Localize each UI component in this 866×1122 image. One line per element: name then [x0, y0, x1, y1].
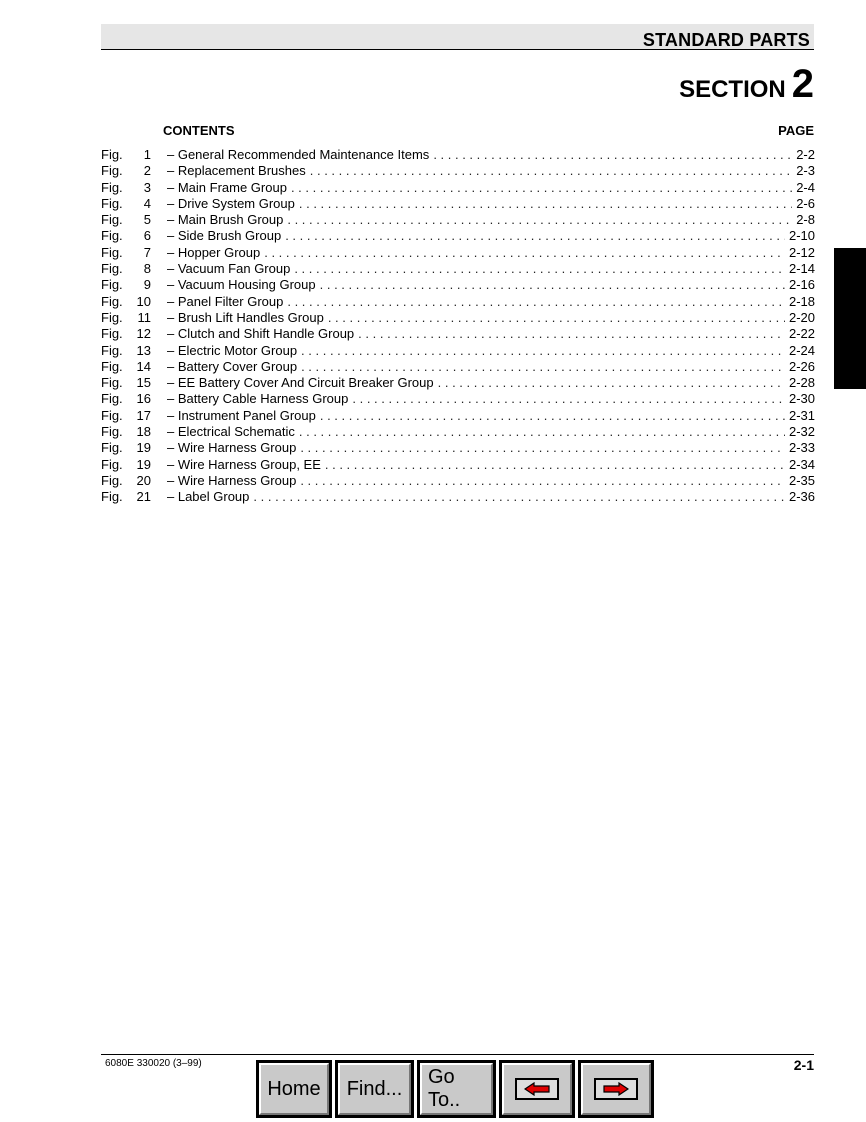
toc-entry[interactable] [101, 473, 815, 489]
goto-button[interactable] [417, 1060, 496, 1118]
toc-fig-word: Fig. [101, 244, 123, 260]
toc-fig-label [101, 343, 161, 359]
toc-fig-label [101, 473, 161, 489]
toc-entry-page: 2-35 [788, 472, 815, 488]
toc-leader-dots [438, 375, 785, 391]
toc-fig-word: Fig. [101, 212, 123, 228]
footer-document-id: 6080E 330020 (3–99) [105, 1058, 202, 1069]
toc-fig-word: Fig. [101, 358, 123, 374]
toc-fig-word: Fig. [101, 472, 123, 488]
toc-fig-label [101, 196, 161, 212]
toc-entry-title: – Main Brush Group [167, 212, 284, 228]
toc-fig-label [101, 261, 161, 277]
section-number: 2 [791, 62, 814, 106]
toc-fig-word: Fig. [101, 293, 123, 309]
toc-fig-word: Fig. [101, 391, 123, 407]
toc-fig-number: 20 [136, 472, 151, 488]
toc-entry[interactable] [101, 180, 815, 196]
toc-entry[interactable] [101, 228, 815, 244]
toc-entry-page: 2-16 [788, 277, 815, 293]
toc-fig-number: 15 [136, 375, 151, 391]
toc-entry[interactable] [101, 196, 815, 212]
toc-fig-number: 14 [136, 358, 151, 374]
toc-entry-page: 2-32 [788, 424, 815, 440]
toc-fig-word: Fig. [101, 342, 123, 358]
toc-fig-label [101, 147, 161, 163]
toc-entry-title: – Main Frame Group [167, 179, 287, 195]
navigation-bar [256, 1060, 657, 1118]
contents-label: CONTENTS [163, 123, 235, 138]
toc-leader-dots [299, 424, 785, 440]
toc-entry-title: – Battery Cover Group [167, 358, 298, 374]
footer-page-number: 2-1 [793, 1057, 814, 1073]
previous-page-button[interactable] [499, 1060, 575, 1118]
toc-fig-word: Fig. [101, 261, 123, 277]
toc-entry-page: 2-36 [788, 489, 815, 505]
toc-entry-page: 2-22 [788, 326, 815, 342]
toc-fig-number: 4 [143, 195, 151, 211]
toc-leader-dots [352, 391, 785, 407]
section-tab-marker [834, 248, 866, 389]
toc-leader-dots [358, 326, 785, 342]
toc-entry[interactable] [101, 294, 815, 310]
toc-leader-dots [328, 310, 785, 326]
toc-entry-title: – Wire Harness Group [167, 440, 297, 456]
toc-entry-page: 2-8 [796, 212, 815, 228]
toc-entry-title: – Wire Harness Group, EE [167, 456, 321, 472]
toc-entry[interactable] [101, 408, 815, 424]
home-button-label: Home [267, 1077, 321, 1100]
toc-fig-label [101, 163, 161, 179]
toc-fig-label [101, 228, 161, 244]
toc-entry-title: – Wire Harness Group [167, 472, 297, 488]
toc-entry-title: – Panel Filter Group [167, 293, 284, 309]
toc-entry-page: 2-18 [788, 293, 815, 309]
toc-fig-number: 11 [137, 309, 151, 325]
toc-fig-label [101, 391, 161, 407]
toc-fig-label [101, 245, 161, 261]
toc-leader-dots [291, 180, 792, 196]
toc-fig-label [101, 310, 161, 326]
toc-entry[interactable] [101, 440, 815, 456]
find-button-label: Find... [346, 1077, 403, 1100]
toc-entry-title: – Drive System Group [167, 195, 295, 211]
toc-leader-dots [301, 343, 785, 359]
toc-fig-label [101, 326, 161, 342]
toc-entry-page: 2-30 [788, 391, 815, 407]
toc-fig-number: 8 [143, 261, 151, 277]
toc-entry-page: 2-28 [788, 375, 815, 391]
toc-entry-title: – Label Group [167, 489, 250, 505]
toc-entry-page: 2-6 [796, 195, 815, 211]
toc-entry-page: 2-14 [788, 261, 815, 277]
toc-fig-word: Fig. [101, 456, 123, 472]
table-of-contents [101, 147, 815, 506]
toc-fig-label [101, 294, 161, 310]
toc-entry[interactable] [101, 212, 815, 228]
toc-fig-word: Fig. [101, 195, 123, 211]
toc-entry-page: 2-12 [788, 244, 815, 260]
toc-entry[interactable] [101, 245, 815, 261]
toc-fig-number: 19 [136, 440, 151, 456]
toc-fig-word: Fig. [101, 147, 123, 162]
toc-entry-title: – Replacement Brushes [167, 163, 306, 179]
toc-leader-dots [300, 440, 785, 456]
home-button[interactable] [256, 1060, 332, 1118]
toc-leader-dots [264, 245, 785, 261]
toc-entry[interactable] [101, 310, 815, 326]
toc-fig-word: Fig. [101, 163, 123, 179]
toc-leader-dots [325, 457, 785, 473]
toc-entry-title: – Vacuum Fan Group [167, 261, 291, 277]
toc-entry[interactable] [101, 343, 815, 359]
toc-fig-number: 7 [143, 244, 151, 260]
toc-leader-dots [320, 408, 785, 424]
toc-leader-dots [287, 212, 792, 228]
toc-fig-label [101, 180, 161, 196]
toc-fig-number: 21 [136, 489, 151, 505]
toc-entry[interactable] [101, 489, 815, 505]
toc-fig-label [101, 440, 161, 456]
toc-fig-label [101, 424, 161, 440]
toc-entry-page: 2-31 [788, 407, 815, 423]
toc-fig-word: Fig. [101, 424, 123, 440]
toc-leader-dots [299, 196, 792, 212]
toc-fig-number: 18 [136, 424, 151, 440]
toc-entry-page: 2-10 [788, 228, 815, 244]
toc-leader-dots [301, 359, 785, 375]
header-title: STANDARD PARTS [642, 30, 810, 50]
toc-fig-number: 6 [143, 228, 151, 244]
toc-entry[interactable] [101, 326, 815, 342]
toc-entry-title: – Side Brush Group [167, 228, 282, 244]
toc-fig-number: 19 [136, 456, 151, 472]
page-label: PAGE [778, 123, 814, 138]
toc-entry-title: – Clutch and Shift Handle Group [167, 326, 355, 342]
toc-fig-word: Fig. [101, 277, 123, 293]
toc-fig-word: Fig. [101, 309, 123, 325]
toc-fig-number: 17 [136, 407, 151, 423]
toc-leader-dots [433, 147, 792, 163]
toc-entry[interactable] [101, 147, 815, 163]
toc-fig-number: 1 [143, 147, 151, 162]
toc-entry[interactable] [101, 375, 815, 391]
toc-entry-page: 2-3 [796, 163, 815, 179]
toc-leader-dots [253, 489, 785, 505]
toc-leader-dots [310, 163, 792, 179]
toc-entry-title: – Electric Motor Group [167, 342, 298, 358]
toc-entry-page: 2-20 [788, 309, 815, 325]
toc-entry-page: 2-26 [788, 358, 815, 374]
toc-entry[interactable] [101, 163, 815, 179]
toc-leader-dots [294, 261, 785, 277]
toc-entry-title: – Vacuum Housing Group [167, 277, 316, 293]
toc-entry[interactable] [101, 424, 815, 440]
toc-fig-label [101, 489, 161, 505]
next-page-button[interactable] [578, 1060, 654, 1118]
toc-entry[interactable] [101, 391, 815, 407]
toc-fig-word: Fig. [101, 489, 123, 505]
toc-fig-word: Fig. [101, 440, 123, 456]
toc-fig-label [101, 359, 161, 375]
find-button[interactable] [335, 1060, 414, 1118]
toc-leader-dots [285, 228, 785, 244]
right-arrow-icon [594, 1078, 638, 1100]
header-bar [101, 24, 814, 50]
toc-entry-title: – Hopper Group [167, 244, 261, 260]
toc-leader-dots [320, 277, 785, 293]
toc-entry-page: 2-2 [796, 147, 815, 162]
toc-fig-word: Fig. [101, 179, 123, 195]
toc-leader-dots [287, 294, 785, 310]
toc-entry[interactable] [101, 261, 815, 277]
toc-fig-label [101, 408, 161, 424]
toc-fig-word: Fig. [101, 228, 123, 244]
toc-fig-word: Fig. [101, 407, 123, 423]
footer-divider [101, 1054, 814, 1055]
toc-fig-number: 3 [143, 179, 151, 195]
toc-entry-page: 2-33 [788, 440, 815, 456]
left-arrow-icon [515, 1078, 559, 1100]
toc-entry-title: – Brush Lift Handles Group [167, 309, 324, 325]
toc-fig-word: Fig. [101, 326, 123, 342]
toc-fig-number: 5 [143, 212, 151, 228]
toc-entry-title: – EE Battery Cover And Circuit Breaker Group [167, 375, 434, 391]
toc-fig-number: 13 [136, 342, 151, 358]
toc-fig-number: 10 [136, 293, 151, 309]
toc-entry-title: – Battery Cable Harness Group [167, 391, 349, 407]
toc-fig-label [101, 212, 161, 228]
toc-entry-page: 2-24 [788, 342, 815, 358]
section-heading [679, 62, 814, 107]
section-word: SECTION [679, 76, 786, 103]
toc-entry[interactable] [101, 277, 815, 293]
toc-fig-number: 16 [136, 391, 151, 407]
toc-fig-label [101, 375, 161, 391]
toc-fig-number: 2 [143, 163, 151, 179]
toc-entry-title: – General Recommended Maintenance Items [167, 147, 430, 162]
toc-fig-number: 9 [143, 277, 151, 293]
toc-entry[interactable] [101, 457, 815, 473]
toc-entry-page: 2-4 [796, 179, 815, 195]
toc-entry-title: – Electrical Schematic [167, 424, 295, 440]
toc-fig-label [101, 457, 161, 473]
toc-fig-word: Fig. [101, 375, 123, 391]
toc-fig-label [101, 277, 161, 293]
toc-entry[interactable] [101, 359, 815, 375]
toc-fig-number: 12 [136, 326, 151, 342]
toc-entry-title: – Instrument Panel Group [167, 407, 316, 423]
toc-entry-page: 2-34 [788, 456, 815, 472]
toc-leader-dots [300, 473, 785, 489]
goto-button-label: Go To.. [428, 1066, 461, 1111]
